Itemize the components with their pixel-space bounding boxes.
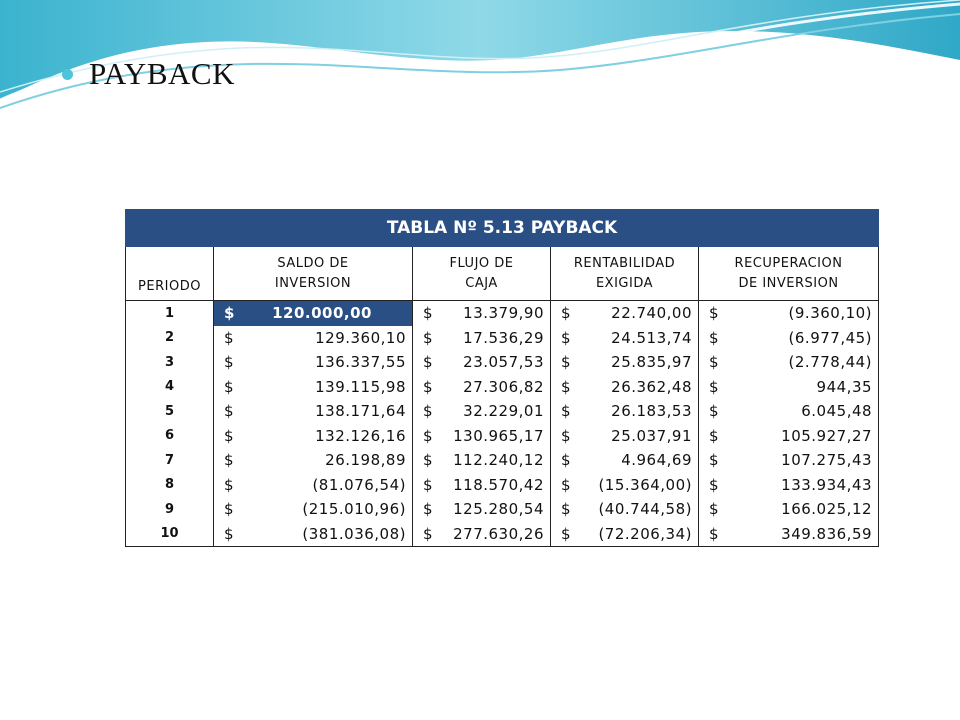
- currency-symbol: $: [423, 451, 434, 470]
- table-row: [126, 399, 879, 424]
- amount-value: 349.836,59: [781, 524, 873, 543]
- currency-symbol: $: [561, 475, 572, 494]
- amount-value: 26.183,53: [611, 402, 692, 421]
- table-row: [126, 497, 879, 522]
- currency-symbol: $: [709, 475, 720, 494]
- cell-saldo-inversion: [214, 497, 413, 522]
- slide-title-row: [62, 56, 235, 92]
- currency-symbol: $: [561, 500, 572, 519]
- amount-value: 25.037,91: [611, 426, 692, 445]
- cell-flujo-caja: [413, 424, 551, 449]
- table-row: [126, 448, 879, 473]
- currency-symbol: $: [423, 402, 434, 421]
- cell-saldo-inversion: [214, 301, 413, 326]
- cell-flujo-caja: [413, 399, 551, 424]
- cell-periodo: 7: [126, 448, 214, 473]
- amount-value: (40.744,58): [598, 500, 692, 519]
- cell-saldo-inversion: [214, 448, 413, 473]
- amount-value: 125.280,54: [453, 500, 544, 519]
- currency-symbol: $: [224, 353, 235, 372]
- table-row: [126, 522, 879, 547]
- table-row: [126, 424, 879, 449]
- cell-rentabilidad-exigida: [551, 399, 699, 424]
- currency-symbol: $: [561, 328, 572, 347]
- cell-periodo: 1: [126, 301, 214, 326]
- cell-recuperacion-inversion: [699, 301, 879, 326]
- cell-rentabilidad-exigida: [551, 301, 699, 326]
- cell-rentabilidad-exigida: [551, 522, 699, 547]
- amount-value: 138.171,64: [315, 402, 406, 421]
- cell-saldo-inversion: [214, 424, 413, 449]
- cell-recuperacion-inversion: [699, 448, 879, 473]
- cell-periodo: 10: [126, 522, 214, 547]
- currency-symbol: $: [709, 426, 720, 445]
- cell-periodo: 3: [126, 350, 214, 375]
- cell-periodo: 5: [126, 399, 214, 424]
- amount-value: 24.513,74: [611, 328, 692, 347]
- cell-flujo-caja: [413, 301, 551, 326]
- cell-recuperacion-inversion: [699, 375, 879, 400]
- cell-periodo: 8: [126, 473, 214, 498]
- header-line: CAJA: [465, 275, 498, 291]
- cell-saldo-inversion: [214, 473, 413, 498]
- cell-periodo: 6: [126, 424, 214, 449]
- amount-value: (6.977,45): [788, 328, 873, 347]
- table-body: [126, 301, 879, 547]
- header-flujo-caja: [413, 247, 551, 301]
- header-rentabilidad-exigida: [551, 247, 699, 301]
- table-row: [126, 473, 879, 498]
- amount-value: 133.934,43: [781, 475, 873, 494]
- cell-recuperacion-inversion: [699, 350, 879, 375]
- currency-symbol: $: [709, 500, 720, 519]
- bullet-icon: [62, 69, 73, 80]
- amount-value: (2.778,44): [788, 353, 873, 372]
- table-caption: TABLA Nº 5.13 PAYBACK: [126, 210, 879, 247]
- header-line: PERIODO: [138, 279, 201, 294]
- currency-symbol: $: [224, 500, 235, 519]
- amount-value: 120.000,00: [272, 304, 372, 323]
- cell-rentabilidad-exigida: [551, 448, 699, 473]
- cell-flujo-caja: [413, 522, 551, 547]
- cell-recuperacion-inversion: [699, 522, 879, 547]
- table-row: [126, 326, 879, 351]
- currency-symbol: $: [423, 377, 434, 396]
- cell-flujo-caja: [413, 497, 551, 522]
- header-line: RENTABILIDAD: [573, 255, 676, 271]
- header-line: EXIGIDA: [595, 275, 654, 291]
- currency-symbol: $: [561, 402, 572, 421]
- cell-rentabilidad-exigida: [551, 497, 699, 522]
- cell-flujo-caja: [413, 375, 551, 400]
- currency-symbol: $: [423, 524, 434, 543]
- cell-flujo-caja: [413, 448, 551, 473]
- cell-recuperacion-inversion: [699, 399, 879, 424]
- currency-symbol: $: [224, 402, 235, 421]
- amount-value: 129.360,10: [315, 328, 406, 347]
- currency-symbol: $: [561, 524, 572, 543]
- currency-symbol: $: [709, 524, 720, 543]
- currency-symbol: $: [224, 426, 235, 445]
- currency-symbol: $: [561, 426, 572, 445]
- cell-rentabilidad-exigida: [551, 375, 699, 400]
- cell-saldo-inversion: [214, 326, 413, 351]
- amount-value: 139.115,98: [315, 377, 406, 396]
- cell-periodo: 2: [126, 326, 214, 351]
- currency-symbol: $: [224, 377, 235, 396]
- cell-saldo-inversion: [214, 350, 413, 375]
- table-row: [126, 350, 879, 375]
- cell-rentabilidad-exigida: [551, 350, 699, 375]
- currency-symbol: $: [561, 304, 572, 323]
- currency-symbol: $: [709, 377, 720, 396]
- currency-symbol: $: [224, 451, 235, 470]
- cell-saldo-inversion: [214, 522, 413, 547]
- header-line: DE INVERSION: [738, 275, 839, 291]
- slide-title: PAYBACK: [89, 56, 235, 91]
- cell-flujo-caja: [413, 350, 551, 375]
- currency-symbol: $: [224, 524, 235, 543]
- table-row: [126, 375, 879, 400]
- cell-periodo: 9: [126, 497, 214, 522]
- amount-value: 32.229,01: [463, 402, 544, 421]
- header-periodo: [126, 247, 214, 301]
- amount-value: 118.570,42: [453, 475, 544, 494]
- cell-rentabilidad-exigida: [551, 473, 699, 498]
- currency-symbol: $: [709, 353, 720, 372]
- currency-symbol: $: [423, 426, 434, 445]
- amount-value: (9.360,10): [788, 304, 873, 323]
- cell-periodo: 4: [126, 375, 214, 400]
- cell-rentabilidad-exigida: [551, 326, 699, 351]
- header-line: RECUPERACION: [734, 255, 843, 271]
- currency-symbol: $: [224, 304, 235, 323]
- table-header-row: [126, 247, 879, 301]
- cell-recuperacion-inversion: [699, 424, 879, 449]
- currency-symbol: $: [423, 328, 434, 347]
- amount-value: 112.240,12: [453, 451, 544, 470]
- amount-value: 26.198,89: [325, 451, 406, 470]
- currency-symbol: $: [709, 304, 720, 323]
- amount-value: 132.126,16: [315, 426, 406, 445]
- currency-symbol: $: [561, 353, 572, 372]
- amount-value: 166.025,12: [781, 500, 873, 519]
- cell-saldo-inversion: [214, 375, 413, 400]
- amount-value: (81.076,54): [312, 475, 406, 494]
- cell-recuperacion-inversion: [699, 497, 879, 522]
- amount-value: 26.362,48: [611, 377, 692, 396]
- header-line: FLUJO DE: [449, 255, 514, 271]
- header-line: SALDO DE: [277, 255, 349, 271]
- amount-value: 17.536,29: [463, 328, 544, 347]
- amount-value: 136.337,55: [315, 353, 406, 372]
- amount-value: (15.364,00): [598, 475, 692, 494]
- cell-recuperacion-inversion: [699, 326, 879, 351]
- currency-symbol: $: [423, 304, 434, 323]
- currency-symbol: $: [709, 451, 720, 470]
- cell-recuperacion-inversion: [699, 473, 879, 498]
- amount-value: 13.379,90: [463, 304, 544, 323]
- table-row: [126, 301, 879, 326]
- amount-value: 107.275,43: [781, 451, 873, 470]
- amount-value: (381.036,08): [302, 524, 406, 543]
- amount-value: 23.057,53: [463, 353, 544, 372]
- payback-table: [125, 209, 879, 547]
- amount-value: 27.306,82: [463, 377, 544, 396]
- amount-value: 6.045,48: [801, 402, 873, 421]
- cell-flujo-caja: [413, 473, 551, 498]
- amount-value: 277.630,26: [453, 524, 544, 543]
- header-saldo-inversion: [214, 247, 413, 301]
- amount-value: 4.964,69: [621, 451, 692, 470]
- currency-symbol: $: [423, 475, 434, 494]
- amount-value: (72.206,34): [598, 524, 692, 543]
- currency-symbol: $: [561, 377, 572, 396]
- currency-symbol: $: [423, 500, 434, 519]
- amount-value: 25.835,97: [611, 353, 692, 372]
- currency-symbol: $: [709, 402, 720, 421]
- cell-rentabilidad-exigida: [551, 424, 699, 449]
- header-line: INVERSION: [274, 275, 352, 291]
- currency-symbol: $: [224, 328, 235, 347]
- cell-saldo-inversion: [214, 399, 413, 424]
- amount-value: 130.965,17: [453, 426, 544, 445]
- amount-value: 22.740,00: [611, 304, 692, 323]
- currency-symbol: $: [224, 475, 235, 494]
- currency-symbol: $: [561, 451, 572, 470]
- amount-value: 105.927,27: [781, 426, 873, 445]
- payback-table-container: [125, 209, 878, 547]
- header-recuperacion-inversion: [699, 247, 879, 301]
- amount-value: (215.010,96): [302, 500, 406, 519]
- cell-flujo-caja: [413, 326, 551, 351]
- amount-value: 944,35: [816, 377, 873, 396]
- currency-symbol: $: [709, 328, 720, 347]
- currency-symbol: $: [423, 353, 434, 372]
